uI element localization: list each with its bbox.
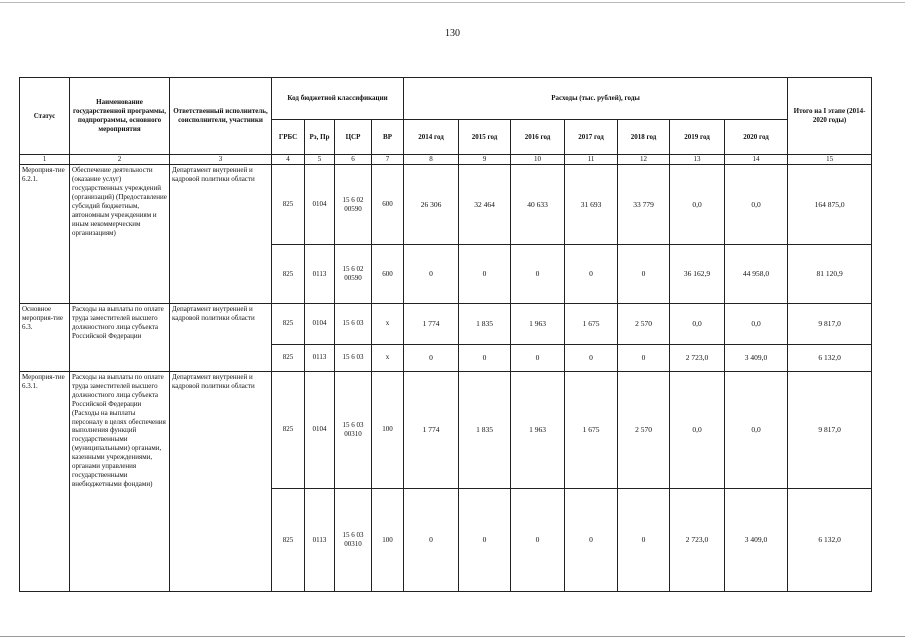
value-2020: 44 958,0 [725,245,788,304]
header-status: Статус [20,78,70,155]
rzpr-cell: 0104 [305,164,335,244]
rzpr-cell: 0104 [305,303,335,344]
responsible-cell: Департамент внутренней и кадровой политики области [170,303,272,371]
column-number: 7 [372,155,404,165]
column-number: 11 [565,155,618,165]
column-number: 13 [670,155,725,165]
header-year-2017: 2017 год [565,120,618,155]
vr-cell: 100 [372,489,404,592]
page-number: 130 [445,28,460,39]
csr-cell: 15 6 03 [335,303,372,344]
value-2019: 0,0 [670,164,725,244]
value-2014: 26 306 [404,164,459,244]
header-expenses: Расходы (тыс. рублей), годы [404,78,788,120]
column-number: 5 [305,155,335,165]
column-number: 14 [725,155,788,165]
bottom-rule [0,636,905,637]
value-2015: 32 464 [459,164,511,244]
rzpr-cell: 0113 [305,245,335,304]
value-2015: 0 [459,345,511,372]
value-2017: 0 [565,245,618,304]
value-2016: 0 [511,345,565,372]
rzpr-cell: 0113 [305,345,335,372]
vr-cell: х [372,303,404,344]
value-2014: 1 774 [404,371,459,488]
value-2016: 1 963 [511,303,565,344]
header-year-2016: 2016 год [511,120,565,155]
name-cell: Расходы на выплаты по оплате труда заместителей высшего должностного лица субъекта Российской Федерации (Расходы на выплаты персоналу в целях обеспечения выполнения функций государственными (муниципальными) органами, казенными учреждениями, органами управления государственными внебюджетными фондами) [70,371,170,591]
column-number: 15 [788,155,872,165]
table-row [20,164,872,244]
value-2017: 1 675 [565,303,618,344]
vr-cell: 100 [372,371,404,488]
value-2017: 1 675 [565,371,618,488]
status-cell: Основное мероприя-тие 6.3. [20,303,70,371]
table-row [20,303,872,344]
vr-cell: х [372,345,404,372]
value-2018: 2 570 [618,371,670,488]
value-2018: 2 570 [618,303,670,344]
status-cell: Мероприя-тие 6.2.1. [20,164,70,303]
value-2014: 0 [404,345,459,372]
header-year-2014: 2014 год [404,120,459,155]
total-cell: 6 132,0 [788,489,872,592]
csr-cell: 15 6 02 00590 [335,164,372,244]
value-2014: 1 774 [404,303,459,344]
rzpr-cell: 0113 [305,489,335,592]
value-2020: 3 409,0 [725,345,788,372]
value-2019: 2 723,0 [670,489,725,592]
column-number: 9 [459,155,511,165]
value-2015: 0 [459,245,511,304]
rzpr-cell: 0104 [305,371,335,488]
value-2017: 31 693 [565,164,618,244]
value-2016: 0 [511,245,565,304]
grbs-cell: 825 [272,345,305,372]
header-csr: ЦСР [335,120,372,155]
value-2015: 0 [459,489,511,592]
responsible-cell: Департамент внутренней и кадровой политики области [170,371,272,591]
value-2020: 0,0 [725,303,788,344]
column-number: 1 [20,155,70,165]
top-rule [0,2,905,3]
value-2018: 33 779 [618,164,670,244]
name-cell: Расходы на выплаты по оплате труда заместителей высшего должностного лица субъекта Российской Федерации [70,303,170,371]
value-2020: 0,0 [725,371,788,488]
value-2017: 0 [565,345,618,372]
total-cell: 164 875,0 [788,164,872,244]
value-2015: 1 835 [459,371,511,488]
csr-cell: 15 6 03 00310 [335,489,372,592]
value-2019: 2 723,0 [670,345,725,372]
header-total: Итого на I этапе (2014-2020 годы) [788,78,872,155]
value-2015: 1 835 [459,303,511,344]
header-budget-code: Код бюджетной классификации [272,78,404,120]
column-number: 12 [618,155,670,165]
total-cell: 9 817,0 [788,371,872,488]
column-number: 4 [272,155,305,165]
csr-cell: 15 6 03 [335,345,372,372]
column-number: 2 [70,155,170,165]
budget-table [19,77,872,592]
value-2020: 0,0 [725,164,788,244]
value-2014: 0 [404,245,459,304]
vr-cell: 600 [372,245,404,304]
value-2018: 0 [618,245,670,304]
header-responsible: Ответственный исполнитель, соисполнители, участники [170,78,272,155]
grbs-cell: 825 [272,303,305,344]
column-number: 10 [511,155,565,165]
value-2020: 3 409,0 [725,489,788,592]
total-cell: 9 817,0 [788,303,872,344]
name-cell: Обеспечение деятельности (оказание услуг) государственных учреждений (организаций) (Предоставление субсидий бюджетным, автономным учреждениям и иным некоммерческим организациям) [70,164,170,303]
status-cell: Мероприя-тие 6.3.1. [20,371,70,591]
table-row [20,371,872,488]
column-number: 3 [170,155,272,165]
grbs-cell: 825 [272,371,305,488]
column-number-row [20,155,872,165]
value-2016: 0 [511,489,565,592]
header-rzpr: Рз, Пр [305,120,335,155]
grbs-cell: 825 [272,489,305,592]
responsible-cell: Департамент внутренней и кадровой политики области [170,164,272,303]
header-vr: ВР [372,120,404,155]
csr-cell: 15 6 02 00590 [335,245,372,304]
value-2016: 40 633 [511,164,565,244]
value-2018: 0 [618,489,670,592]
column-number: 8 [404,155,459,165]
value-2019: 0,0 [670,303,725,344]
value-2019: 0,0 [670,371,725,488]
grbs-cell: 825 [272,164,305,244]
value-2019: 36 162,9 [670,245,725,304]
value-2016: 1 963 [511,371,565,488]
grbs-cell: 825 [272,245,305,304]
header-name: Наименование государственной программы, подпрограммы, основного мероприятия [70,78,170,155]
header-year-2018: 2018 год [618,120,670,155]
value-2014: 0 [404,489,459,592]
total-cell: 6 132,0 [788,345,872,372]
header-year-2019: 2019 год [670,120,725,155]
column-number: 6 [335,155,372,165]
header-grbs: ГРБС [272,120,305,155]
header-year-2015: 2015 год [459,120,511,155]
value-2018: 0 [618,345,670,372]
vr-cell: 600 [372,164,404,244]
header-year-2020: 2020 год [725,120,788,155]
value-2017: 0 [565,489,618,592]
total-cell: 81 120,9 [788,245,872,304]
csr-cell: 15 6 03 00310 [335,371,372,488]
